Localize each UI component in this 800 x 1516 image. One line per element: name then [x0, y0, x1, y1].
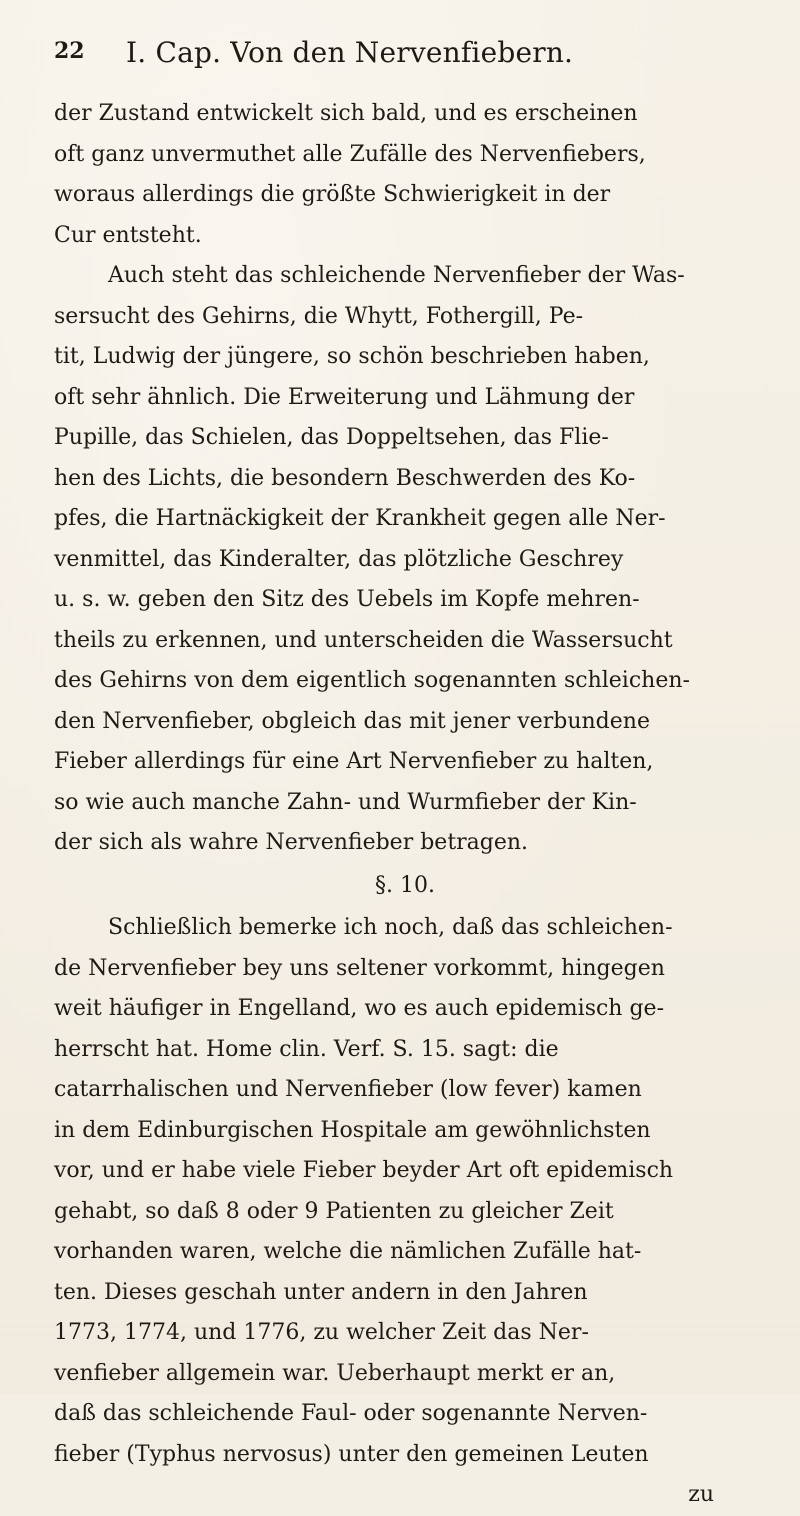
text-line: der Zustand entwickelt sich bald, und es erscheinen [54, 101, 638, 126]
text-line: der sich als wahre Nervenfieber betragen. [54, 830, 529, 855]
page-header [54, 30, 756, 74]
text-line: tit, Ludwig der jüngere, so schön beschrieben haben, [54, 344, 650, 369]
text-line: in dem Edinburgischen Hospitale am gewöhnlichsten [54, 1117, 651, 1143]
text-line: sersucht des Gehirns, die Whytt, Fothergill, Pe- [54, 303, 584, 329]
text-line: oft ganz unvermuthet alle Zufälle des Nervenfiebers, [54, 141, 646, 167]
catchword: zu [688, 1482, 714, 1507]
text-line: Schließlich bemerke ich noch, daß das schleichen- [108, 915, 673, 940]
text-line: 1773, 1774, und 1776, zu welcher Zeit das Ner- [54, 1320, 589, 1345]
text-line: des Gehirns von dem eigentlich sogenannten schleichen- [54, 668, 690, 693]
text-line: u. s. w. geben den Sitz des Uebels im Kopfe mehren- [54, 587, 640, 612]
text-line: Auch steht das schleichende Nervenfieber der Was- [108, 263, 685, 288]
text-line: venfieber allgemein war. Ueberhaupt merkt er an, [54, 1360, 616, 1386]
text-line: vor, und er habe viele Fieber beyder Art oft epidemisch [54, 1158, 674, 1183]
text-line: de Nervenfieber bey uns seltener vorkommt, hingegen [54, 955, 665, 981]
text-line: Fieber allerdings für eine Art Nervenfieber zu halten, [54, 749, 654, 774]
text-line: fieber (Typhus nervosus) unter den gemeinen Leuten [54, 1441, 649, 1467]
text-line: pfes, die Hartnäckigkeit der Krankheit gegen alle Ner- [54, 506, 666, 531]
text-line: so wie auch manche Zahn- und Wurmfieber der Kin- [54, 789, 637, 815]
text-line: woraus allerdings die größte Schwierigkeit in der [54, 182, 611, 207]
text-line: theils zu erkennen, und unterscheiden die Wassersucht [54, 627, 673, 653]
text-line: hen des Lichts, die besondern Beschwerden des Ko- [54, 465, 636, 491]
text-line: oft sehr ähnlich. Die Erweiterung und Lähmung der [54, 384, 635, 410]
body-text [54, 94, 756, 1516]
text-line: venmittel, das Kinderalter, das plötzliche Geschrey [54, 546, 624, 572]
text-line: daß das schleichende Faul- oder sogenannte Nerven- [54, 1401, 648, 1426]
text-line: den Nervenfieber, obgleich das mit jener verbundene [54, 708, 650, 734]
text-line: weit häufiger in Engelland, wo es auch epidemisch ge- [54, 996, 665, 1021]
running-head: I. Cap. Von den Nervenfiebern. [126, 36, 574, 69]
text-line: Pupille, das Schielen, das Doppeltsehen, das Flie- [54, 425, 609, 450]
text-line: ten. Dieses geschah unter andern in den Jahren [54, 1279, 588, 1305]
page-number: 22 [54, 38, 85, 64]
text-line: catarrhalischen und Nervenfieber (low fever) kamen [54, 1077, 642, 1102]
text-line: herrscht hat. Home clin. Verf. S. 15. sagt: die [54, 1036, 559, 1062]
text-line: vorhanden waren, welche die nämlichen Zufälle hat- [54, 1239, 642, 1264]
text-line: gehabt, so daß 8 oder 9 Patienten zu gleicher Zeit [54, 1198, 614, 1224]
section-heading: §. 10. [375, 872, 435, 898]
text-line: Cur entsteht. [54, 222, 202, 248]
